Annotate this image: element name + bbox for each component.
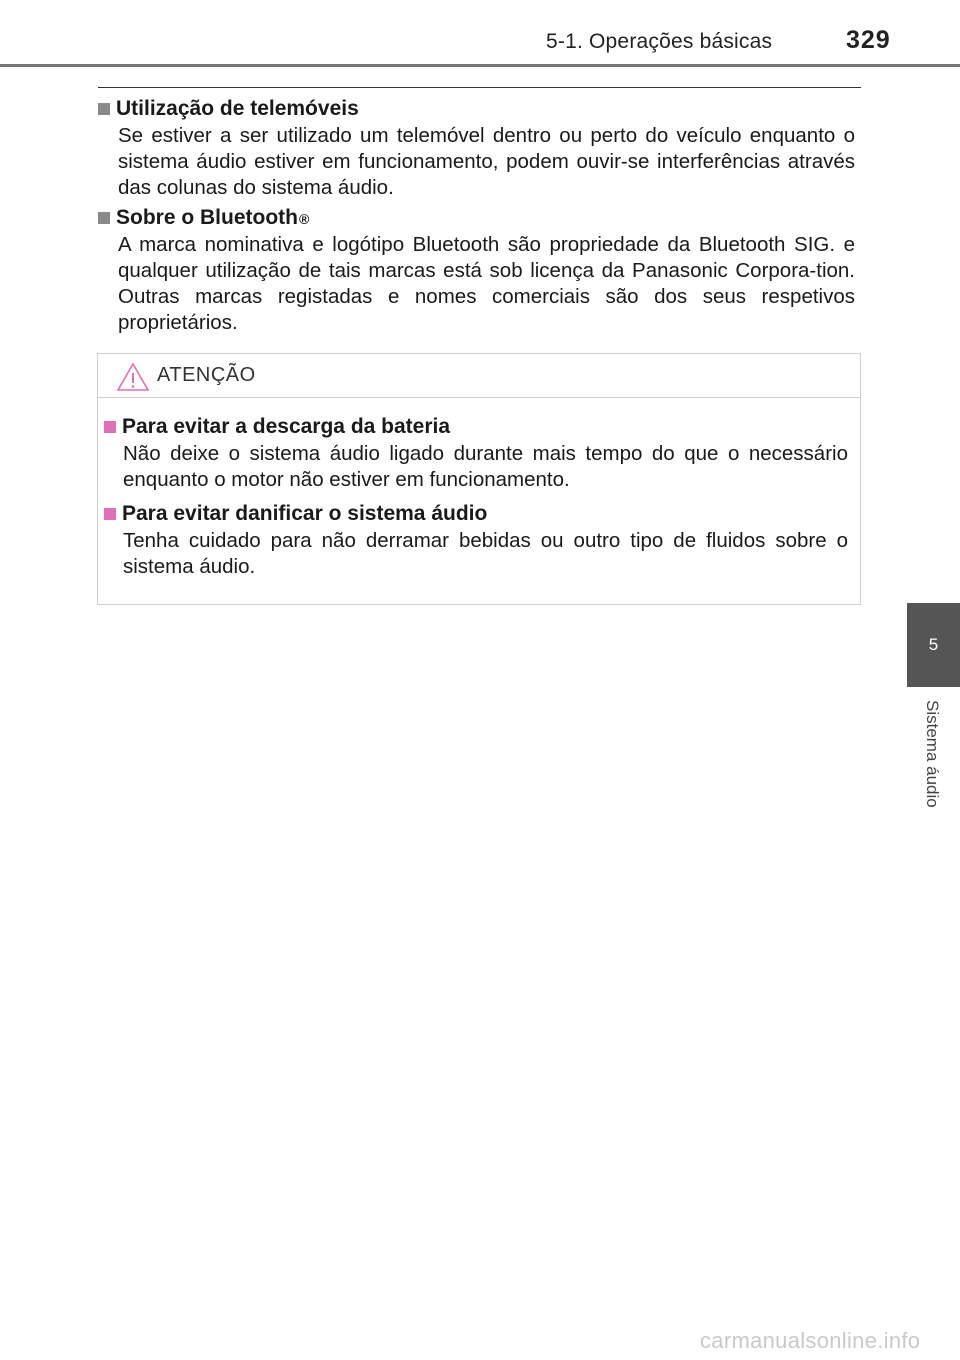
section-title: Utilização de telemóveis [116, 97, 359, 120]
square-bullet-icon [98, 103, 110, 115]
square-bullet-icon [104, 421, 116, 433]
square-bullet-icon [98, 212, 110, 224]
warning-item-battery [104, 413, 848, 493]
warning-item-body: Não deixe o sistema áudio ligado durante mais tempo do que o necessário enquanto o motor não estiver em funcionamento. [123, 442, 848, 491]
warning-box [97, 353, 861, 605]
chapter-number: 5 [928, 635, 939, 654]
section-heading [98, 95, 855, 123]
warning-item-fluids [104, 500, 848, 580]
section-body: Se estiver a ser utilizado um telemóvel dentro ou perto do veículo enquanto o sistema áudio estiver em funcionamento, podem ouvir-se interferências através das colunas do sistema áudio. [118, 124, 855, 199]
chapter-label: Sistema áudio [923, 700, 942, 808]
header-rule [0, 64, 960, 67]
warning-triangle-icon [116, 362, 150, 392]
warning-title: ATENÇÃO [157, 364, 256, 386]
chapter-tab[interactable] [907, 603, 960, 687]
header-section-title: 5-1. Operações básicas [546, 30, 773, 53]
section-mobile-phones [98, 95, 855, 201]
warning-item-body: Tenha cuidado para não derramar bebidas ou outro tipo de fluidos sobre o sistema áudio. [123, 529, 848, 578]
page-number: 329 [846, 26, 891, 54]
section-title: Sobre o Bluetooth [116, 206, 298, 229]
footer-watermark: carmanualsonline.info [700, 1328, 921, 1353]
section-body: A marca nominativa e logótipo Bluetooth são propriedade da Bluetooth SIG. e qualquer utilização de tais marcas está sob licença da Panasonic Corpora-tion. Outras marcas registadas e nomes comerciais são dos seus respetivos proprietários. [118, 233, 855, 334]
section-heading: Sobre o Bluetooth ® [98, 204, 855, 232]
warning-item-heading [104, 500, 848, 528]
warning-item-title: Para evitar a descarga da bateria [122, 415, 451, 438]
warning-item-title: Para evitar danificar o sistema áudio [122, 502, 488, 525]
section-bluetooth [98, 204, 855, 336]
square-bullet-icon [104, 508, 116, 520]
content-top-rule [98, 87, 861, 88]
warning-header [98, 354, 860, 398]
warning-item-heading [104, 413, 848, 441]
